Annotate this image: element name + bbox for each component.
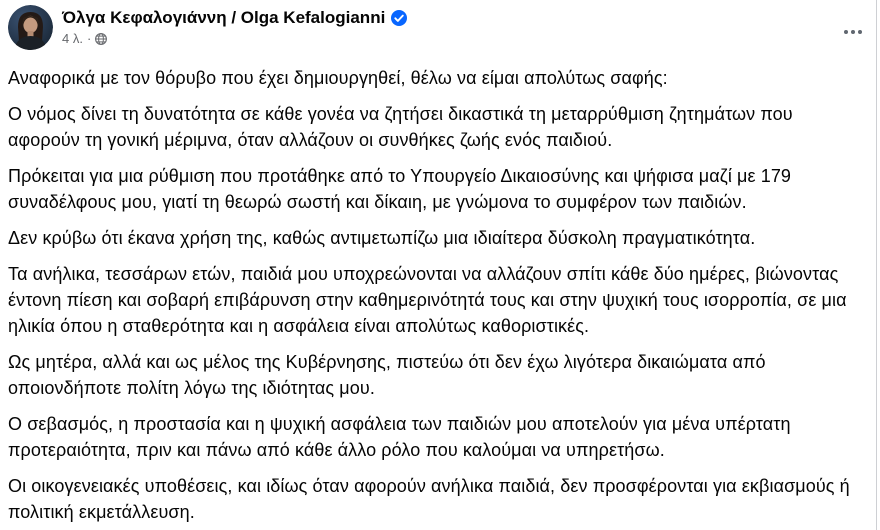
post-paragraph: Ο σεβασμός, η προστασία και η ψυχική ασφάλεια των παιδιών μου αποτελούν για μένα υπέρτατη προτεραιότητα, πριν και πάνω από κάθε άλλο ρόλο που καλούμαι να υπηρετήσω. xyxy=(8,414,791,460)
avatar-photo xyxy=(8,5,53,50)
public-globe-icon xyxy=(95,33,107,45)
ellipsis-dot xyxy=(844,30,848,34)
post-paragraph: Ο νόμος δίνει τη δυνατότητα σε κάθε γονέα να ζητήσει δικαστικά τη μεταρρύθμιση ζητημάτων που αφορούν τη γονική μέριμνα, όταν αλλάζουν οι συνθήκες ζωής ενός παιδιού. xyxy=(8,104,793,150)
post-timestamp[interactable]: 4 λ. xyxy=(62,31,83,46)
avatar[interactable] xyxy=(8,5,53,50)
author-name[interactable]: Όλγα Κεφαλογιάννη / Olga Kefalogianni xyxy=(62,8,386,27)
post-paragraph: Ως μητέρα, αλλά και ως μέλος της Κυβέρνησης, πιστεύω ότι δεν έχω λιγότερα δικαιώματα από οποιονδήποτε πολίτη λόγω της ιδιότητας μου. xyxy=(8,352,766,398)
post-paragraph: Αναφορικά με τον θόρυβο που έχει δημιουργηθεί, θέλω να είμαι απολύτως σαφής: xyxy=(8,68,668,88)
post-text xyxy=(0,52,880,525)
post-paragraph: Πρόκειται για μια ρύθμιση που προτάθηκε από το Υπουργείο Δικαιοσύνης και ψήφισα μαζί με 179 συναδέλφους μου, γιατί τη θεωρώ σωστή και δίκαιη, με γνώμονα το συμφέρον των παιδιών. xyxy=(8,166,792,212)
card-border xyxy=(876,0,877,530)
ellipsis-dot xyxy=(851,30,855,34)
post-paragraph: Τα ανήλικα, τεσσάρων ετών, παιδιά μου υποχρεώνονται να αλλάζουν σπίτι κάθε δύο ημέρες, βιώνοντας έντονη πίεση και σοβαρή επιβάρυνση στην καθημερινότητά τους και στην ψυχική τους ισορροπία, σε μια ηλικία όπου η σταθερότητα και η ασφάλεια είναι απολύτως καθοριστικές. xyxy=(8,264,847,336)
meta-separator: · xyxy=(86,31,92,46)
name-row xyxy=(62,7,407,28)
meta-row xyxy=(62,31,407,47)
post-header xyxy=(0,0,880,52)
post-options-button[interactable] xyxy=(840,22,866,42)
header-info xyxy=(62,5,407,47)
post-paragraph: Δεν κρύβω ότι έκανα χρήση της, καθώς αντιμετωπίζω μια ιδιαίτερα δύσκολη πραγματικότητα. xyxy=(8,228,756,248)
post-paragraph: Οι οικογενειακές υποθέσεις, και ιδίως όταν αφορούν ανήλικα παιδιά, δεν προσφέρονται για εκβιασμούς ή πολιτική εκμετάλλευση. xyxy=(8,476,850,522)
verified-check-icon xyxy=(391,10,407,26)
ellipsis-dot xyxy=(858,30,862,34)
